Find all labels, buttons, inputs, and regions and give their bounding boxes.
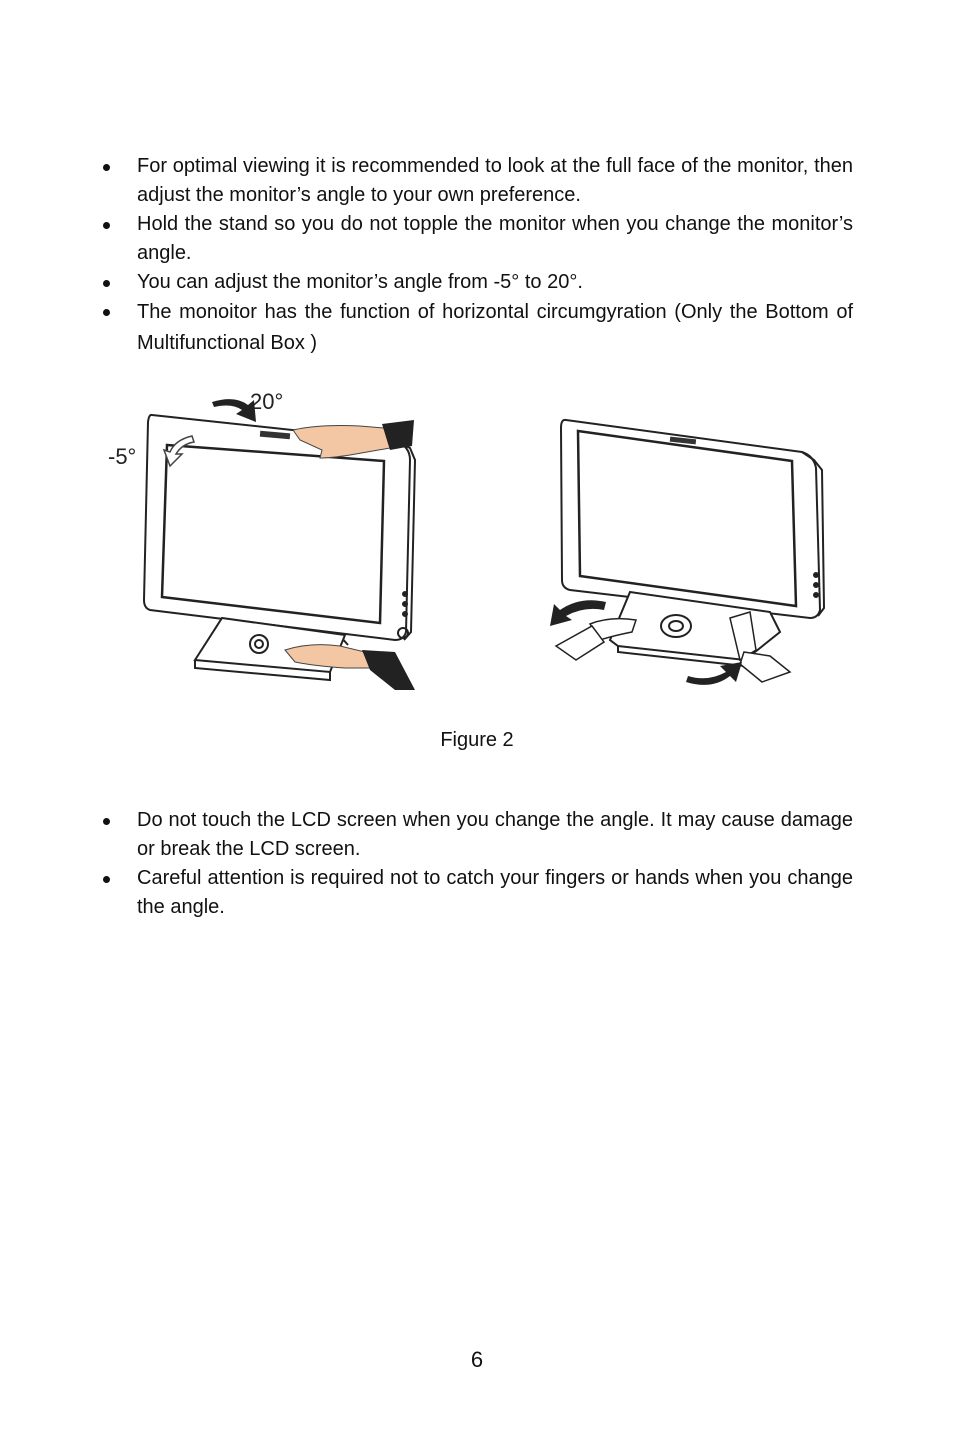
bullet-item (100, 268, 853, 297)
bullet-text: Do not touch the LCD screen when you change the angle. It may cause damage or break the LCD screen. (137, 809, 853, 860)
bullet-item (100, 864, 853, 922)
bullet-item (100, 210, 853, 268)
bullet-item (100, 806, 853, 864)
bullet-dot-icon (103, 222, 110, 229)
bullet-dot-icon (103, 818, 110, 825)
monitor-adjustment-figure (0, 380, 954, 710)
tilt-monitor-illustration (144, 415, 415, 680)
page-number: 6 (470, 1347, 484, 1372)
bullet-item (100, 152, 853, 210)
bullet-text: The monoitor has the function of horizontal circumgyration (Only the Bottom of Multifunctional Box ) (137, 301, 853, 354)
bullet-text: For optimal viewing it is recommended to look at the full face of the monitor, then adjust the monitor’s angle to your own preference. (137, 155, 853, 206)
bullet-list-bottom (100, 806, 853, 922)
bullet-dot-icon (103, 280, 110, 287)
angle-down-label: -5° (108, 444, 137, 469)
bullet-item (100, 297, 853, 359)
bullet-dot-icon (103, 164, 110, 171)
angle-up-label: 20° (250, 389, 284, 414)
figure-caption: Figure 2 (440, 729, 514, 751)
bullet-list-top (100, 152, 853, 359)
swivel-arrow-right-icon (686, 662, 742, 685)
bullet-text: Careful attention is required not to catch your fingers or hands when you change the angle. (137, 867, 853, 918)
bullet-text: Hold the stand so you do not topple the monitor when you change the monitor’s angle. (137, 213, 853, 264)
bullet-dot-icon (103, 309, 110, 316)
bullet-dot-icon (103, 876, 110, 883)
bullet-text: You can adjust the monitor’s angle from -5° to 20°. (137, 271, 583, 293)
